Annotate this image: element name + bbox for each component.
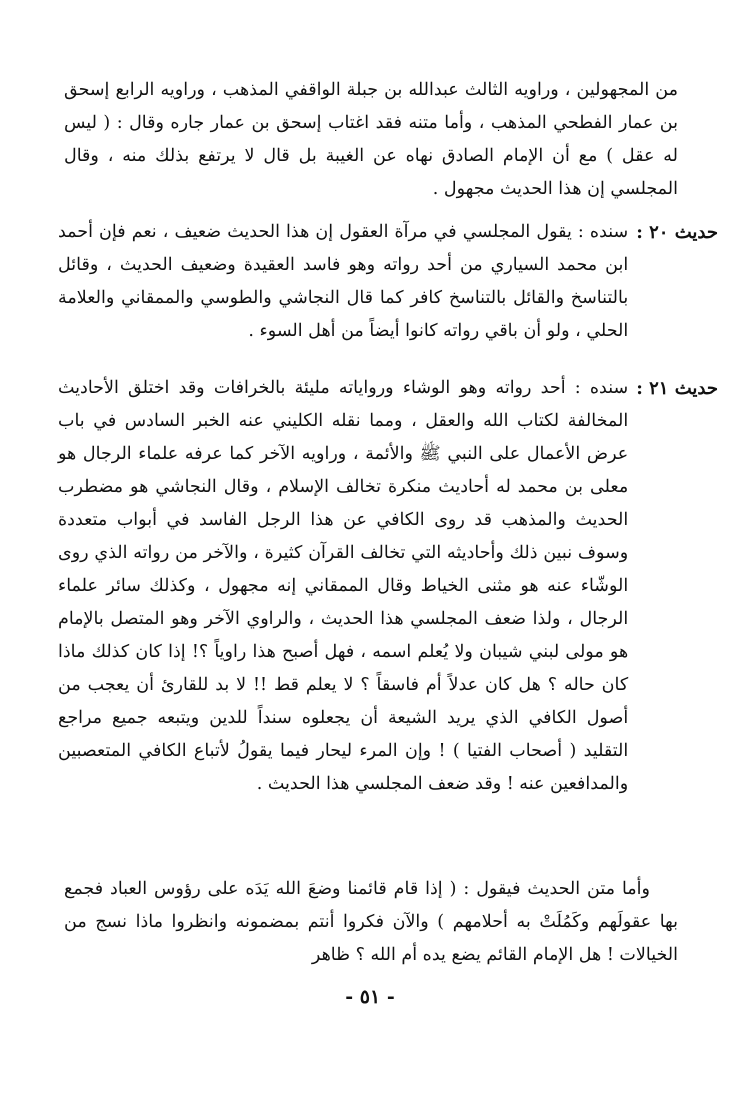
intro-paragraph: من المجهولين ، وراويه الثالث عبدالله بن جبلة الواقفي المذهب ، وراويه الرابع إسحق بن عمار الفطحي المذهب ، وأما متنه فقد اغتاب إسحق بن عمار جاره وقال : ( ليس له عقل ) مع أن الإمام الصادق نهاه عن الغيبة بل قال لا يرتفع بذلك منه ، وقال المجلسي إن هذا الحديث مجهول .	[64, 79, 678, 199]
hadith-21-text: سنده : أحد رواته وهو الوشاء ورواياته مليئة بالخرافات وقد اختلق الأحاديث المخالفة لكتاب الله والعقل ، ومما نقله الكليني عنه الخبر السادس في باب عرض الأعمال على النبي ﷺ والأئمة ، وراويه الآخر كما عرفه علماء الرجال هو معلى بن محمد له أحاديث منكرة تخالف الإسلام ، وقال النجاشي هو مضطرب الحديث والمذهب قد روى الكافي عن هذا الرجل الفاسد في أبواب متعددة وسوف نبين ذلك وأحاديثه التي تخالف القرآن كثيرة ، والآخر من رواته الذي روى الوشّاء عنه هو مثنى الخياط وقال الممقاني إنه مجهول ، وكذلك سائر علماء الرجال ، ولذا ضعف المجلسي هذا الحديث ، والراوي الآخر وهو المتصل بالإمام هو مولى لبني شيبان ولا يُعلم اسمه ، فهل أصبح هذا راوياً ؟! إذا كان كذلك ماذا كان حاله ؟ هل كان عدلاً أم فاسقاً ؟ لا يعلم قط !! لا بد للقارئ أن يعجب من أصول الكافي الذي يريد الشيعة أن يجعلوه سنداً للدين ويتبعه جميع مراجع التقليد ( أصحاب الفتيا ) ! وإن المرء ليحار فيما يقولُ لأتباع الكافي المتعصبين والمدافعين عنه ! وقد ضعف المجلسي هذا الحديث .	[58, 378, 629, 794]
hadith-20-block	[58, 216, 718, 348]
page-number: - ٥١ -	[345, 986, 395, 1008]
hadith-21-label: حديث ٢١ :	[636, 378, 718, 399]
hadith-20-label: حديث ٢٠ :	[636, 222, 718, 243]
hadith-20-text: سنده : يقول المجلسي في مرآة العقول إن هذا الحديث ضعيف ، نعم فإن أحمد ابن محمد السياري من أحد رواته وهو فاسد العقيدة وضعيف الحديث ، وقائل بالتناسخ والقائل بالتناسخ كافر كما قال النجاشي والطوسي والممقاني والعلامة الحلي ، ولو أن باقي رواته كانوا أيضاً من أهل السوء .	[58, 222, 629, 341]
matn-paragraph: وأما متن الحديث فيقول : ( إذا قام قائمنا وضعَ الله يَدَه على رؤوس العباد فجمع بها عقولَهم وكَمُلَتْ به أحلامهم ) والآن فكروا أنتم بمضمونه وانظروا ماذا نسج من الخيالات ! هل الإمام القائم يضع يده أم الله ؟ ظاهر	[64, 878, 678, 965]
hadith-21-block	[58, 372, 718, 801]
